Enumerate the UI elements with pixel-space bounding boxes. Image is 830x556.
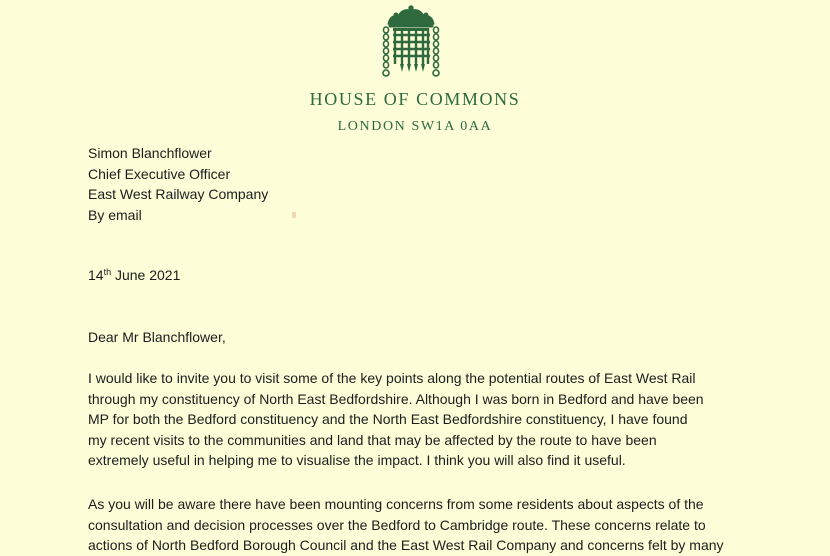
letter-date [88, 267, 180, 283]
recipient-position: Chief Executive Officer [88, 165, 231, 182]
paragraph-line: I would like to invite you to visit some of the key points along the potential routes of East West Rail [88, 370, 696, 386]
recipient-name: Simon Blanchflower [88, 145, 212, 161]
letterhead-address: LONDON SW1A 0AA [337, 119, 493, 134]
recipient-organisation: East West Railway Company [88, 186, 269, 202]
recipient-block [88, 143, 268, 225]
portcullis-crest-icon [380, 4, 442, 78]
paragraph-line: As you will be aware there have been mounting concerns from some residents about aspects of the [88, 496, 704, 512]
paragraph-line: consultation and decision processes over the Bedford to Cambridge route. These concerns relate to [88, 516, 706, 533]
scan-speck [292, 212, 296, 218]
paragraph-line: actions of North Bedford Borough Council and the East West Rail Company and concerns felt by many [88, 537, 724, 553]
date-suffix: th [103, 267, 112, 277]
body-paragraph-2 [88, 494, 724, 556]
paragraph-line: my recent visits to the communities and land that may be affected by the route to have been [88, 431, 657, 448]
paragraph-line: extremely useful in helping me to visualise the impact. I think you will also find it useful. [88, 452, 626, 468]
paragraph-line: through my constituency of North East Bedfordshire. Although I was born in Bedford and have been [88, 390, 704, 407]
letterhead-title: HOUSE OF COMMONS [309, 89, 521, 109]
recipient-delivery: By email [88, 206, 142, 223]
date-rest: June 2021 [111, 267, 181, 283]
date-day: 14 [88, 267, 104, 283]
paragraph-line: MP for both the Bedford constituency and the North East Bedfordshire constituency, I have found [88, 411, 688, 427]
body-paragraph-1 [88, 368, 704, 471]
salutation: Dear Mr Blanchflower, [88, 329, 226, 345]
